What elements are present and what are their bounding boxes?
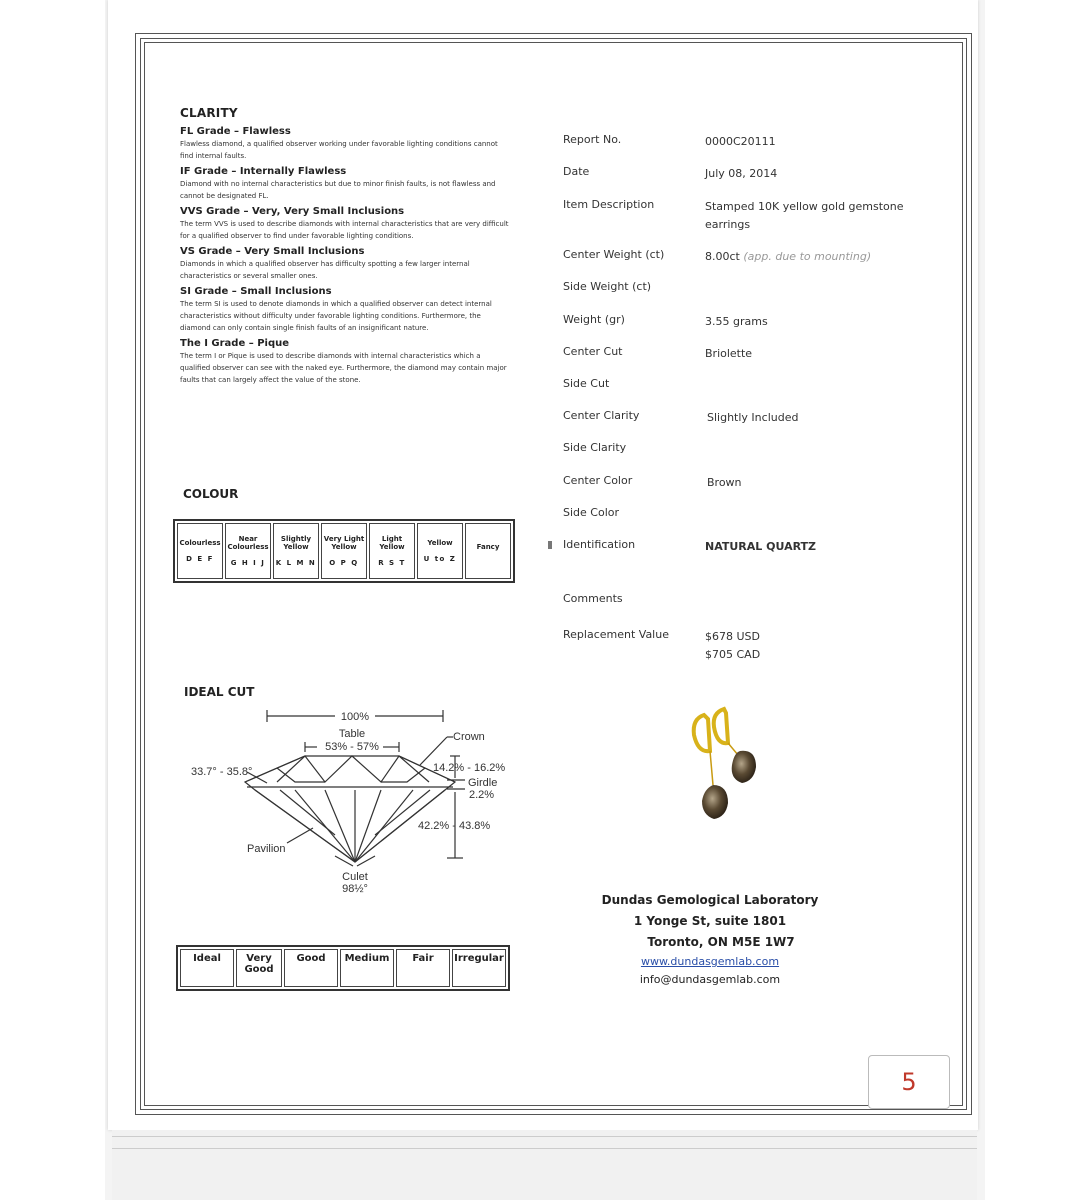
crown-height-label: 14.2% - 16.2% (433, 762, 506, 774)
punch-mark (548, 541, 552, 549)
report-key: Side Clarity (563, 441, 627, 454)
crown-label: Crown (453, 731, 485, 743)
report-value: 8.00ct (705, 250, 740, 263)
grade-si (180, 286, 510, 334)
culet-angle-label: 98½° (342, 883, 368, 895)
report-value: 0000C20111 (705, 135, 776, 148)
report-key: Center Clarity (563, 409, 640, 422)
report-key: Replacement Value (563, 628, 669, 641)
lab-name: Dundas Gemological Laboratory (601, 893, 819, 907)
colour-cell (321, 523, 367, 579)
grade-i (180, 338, 510, 386)
pavilion-label: Pavilion (247, 843, 286, 855)
cut-grade-cell: Ideal (180, 949, 234, 987)
colour-label: Light Yellow (379, 535, 405, 551)
grade-vvs (180, 206, 510, 242)
grade-if (180, 166, 510, 202)
report-value-secondary: $705 CAD (705, 648, 761, 661)
grade-title: SI Grade – Small Inclusions (180, 286, 332, 297)
cut-grade-cell: Medium (340, 949, 394, 987)
colour-label: Fancy (476, 543, 500, 551)
diamond-proportions-diagram (185, 700, 525, 900)
report-key: Report No. (563, 133, 622, 146)
cut-grade-cell: Good (284, 949, 338, 987)
report-key: Item Description (563, 198, 655, 211)
report-value: Briolette (705, 347, 753, 360)
grade-vs (180, 246, 510, 282)
grade-description: The term VVS is used to describe diamonds with internal characteristics that are very difficult for a qualified observer to find under favorable lighting conditions. (180, 220, 509, 240)
lab-address-line2: Toronto, ON M5E 1W7 (647, 935, 795, 949)
report-key: Weight (gr) (563, 313, 625, 326)
colour-label: Very Light Yellow (323, 535, 365, 551)
pavilion-depth-label: 42.2% - 43.8% (418, 820, 491, 832)
report-value: July 08, 2014 (705, 167, 778, 180)
report-value: Slightly Included (707, 411, 799, 424)
colour-letters: G H I J (230, 559, 266, 567)
grade-description: Flawless diamond, a qualified observer working under favorable lighting conditions cannot find internal faults. (180, 140, 498, 160)
grade-title: VS Grade – Very Small Inclusions (180, 246, 365, 257)
clarity-section (180, 106, 510, 386)
lab-address-line1: 1 Yonge St, suite 1801 (633, 914, 787, 928)
grade-description: Diamonds in which a qualified observer has difficulty spotting a few larger internal characteristics or several smaller ones. (180, 260, 470, 280)
report-value-group (705, 248, 905, 266)
report-key: Center Weight (ct) (563, 248, 665, 261)
report-value-group (705, 628, 905, 664)
grade-title: The I Grade – Pique (180, 338, 290, 349)
girdle-pct-label: 2.2% (469, 789, 495, 801)
lab-info (560, 890, 860, 989)
colour-letters: D E F (186, 555, 214, 563)
grade-description: The term I or Pique is used to describe diamonds with internal characteristics which a qualified observer can see with the naked eye. Furthermore, the diamond may contain major faults that can largely affect the value of the stone. (180, 352, 507, 384)
colour-scale-table (173, 519, 515, 583)
report-key: Center Cut (563, 345, 623, 358)
width-label: 100% (340, 711, 370, 723)
grade-description: Diamond with no internal characteristics but due to minor finish faults, is not flawless and cannot be designated FL. (180, 180, 496, 200)
grade-title: IF Grade – Internally Flawless (180, 166, 347, 177)
report-key: Comments (563, 592, 623, 605)
report-key: Date (563, 165, 590, 178)
report-value: $678 USD (705, 630, 760, 643)
cut-grade-cell: Very Good (236, 949, 282, 987)
sleeve-strip (112, 1130, 977, 1200)
colour-cell (177, 523, 223, 579)
culet-label: Culet (342, 871, 368, 883)
girdle-label: Girdle (468, 777, 498, 789)
table-pct-label: 53% - 57% (325, 741, 379, 753)
lab-website-link[interactable]: www.dundasgemlab.com (640, 955, 780, 968)
colour-letters: R S T (378, 559, 406, 567)
report-value-note: (app. due to mounting) (743, 250, 872, 263)
cut-grade-table (176, 945, 510, 991)
report-key: Identification (563, 538, 636, 551)
colour-letters: K L M N (275, 559, 317, 567)
report-value: NATURAL QUARTZ (705, 540, 817, 553)
lab-email: info@dundasgemlab.com (639, 973, 781, 986)
report-key: Side Weight (ct) (563, 280, 652, 293)
colour-letters: U to Z (423, 555, 457, 563)
colour-cell (465, 523, 511, 579)
grade-description: The term SI is used to denote diamonds in which a qualified observer can detect internal characteristics without difficulty under favorable lighting conditions. Furthermore, the diamond can only contain single finish faults of an insignificant nature. (180, 300, 492, 332)
colour-letters: O P Q (329, 559, 359, 567)
grade-fl (180, 126, 510, 162)
clarity-heading: CLARITY (180, 106, 238, 120)
colour-label: Near Colourless (227, 535, 269, 551)
colour-heading: COLOUR (183, 487, 239, 501)
colour-label: Slightly Yellow (280, 535, 312, 551)
crown-angle-label: 33.7° - 35.8° (191, 766, 253, 778)
colour-cell (273, 523, 319, 579)
cut-grade-cell: Fair (396, 949, 450, 987)
page-number-badge: 5 (868, 1055, 950, 1109)
colour-label: Yellow (427, 539, 453, 547)
ideal-cut-heading: IDEAL CUT (184, 685, 255, 699)
table-label: Table (338, 728, 366, 740)
report-value: 3.55 grams (705, 315, 768, 328)
grade-title: FL Grade – Flawless (180, 126, 291, 137)
earring-photo (680, 705, 780, 830)
report-key: Center Color (563, 474, 633, 487)
colour-label: Colourless (179, 539, 221, 547)
colour-cell (369, 523, 415, 579)
cut-grade-cell: Irregular (452, 949, 506, 987)
report-key: Side Color (563, 506, 620, 519)
grade-title: VVS Grade – Very, Very Small Inclusions (180, 206, 405, 217)
report-value: Stamped 10K yellow gold gemstone earrings (705, 200, 904, 231)
colour-cell (225, 523, 271, 579)
report-value: Brown (707, 476, 742, 489)
report-key: Side Cut (563, 377, 610, 390)
colour-cell (417, 523, 463, 579)
